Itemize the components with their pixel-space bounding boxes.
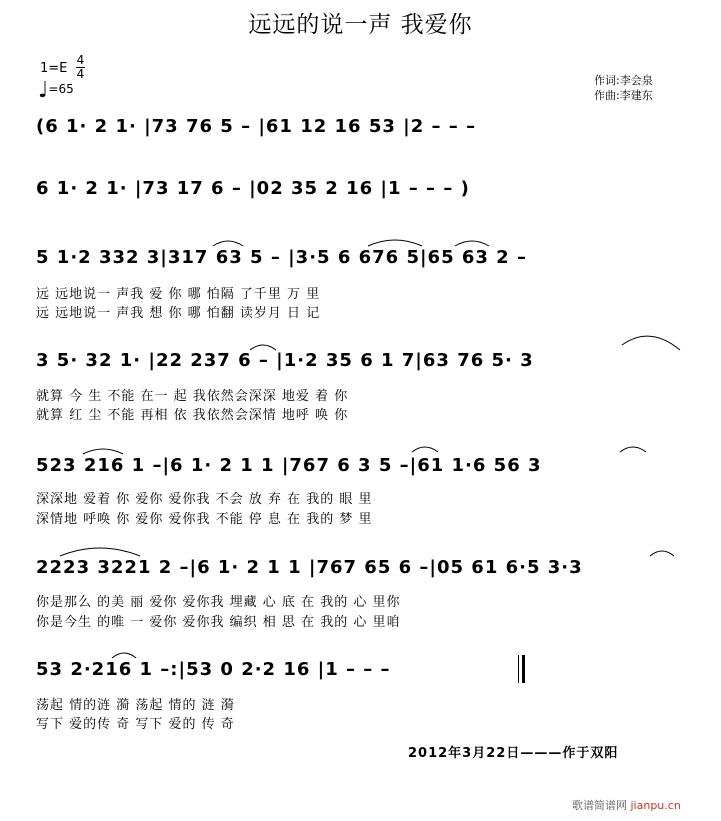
page-title: 远远的说一声 我爱你	[248, 12, 473, 38]
lyric-row-7-verse-2: 写下 爱的传 奇 写下 爱的 传 奇	[36, 717, 235, 732]
tempo-value: =65	[48, 82, 74, 96]
meter-top: 4	[76, 53, 85, 67]
notation-row-2: 6 1· 2 1· |73 17 6 – |02 35 2 16 |1 – – – )	[36, 178, 470, 199]
lyric-row-3-verse-2: 远 远地说一 声我 想 你 哪 怕翻 读岁月 日 记	[36, 306, 321, 321]
time-signature	[76, 54, 85, 81]
final-barline-thin	[518, 655, 519, 683]
lyric-row-7-verse-1: 荡起 情的涟 漪 荡起 情的 涟 漪	[36, 698, 235, 713]
notation-row-6: 2223 3221 2 –|6 1· 2 1 1 |767 65 6 –|05 61 6·5 3·3	[36, 557, 583, 578]
composer-credit: 作曲:李建东	[594, 89, 653, 102]
lyric-row-5-verse-2: 深情地 呼唤 你 爱你 爱你我 不能 停 息 在 我的 梦 里	[36, 512, 373, 527]
key-signature: 1=E	[40, 61, 68, 76]
lyric-row-5-verse-1: 深深地 爱着 你 爱你 爱你我 不会 放 弃 在 我的 眼 里	[36, 492, 373, 507]
composition-date: 2012年3月22日———作于双阳	[408, 746, 619, 761]
lyric-row-3-verse-1: 远 远地说一 声我 爱 你 哪 怕隔 了千里 万 里	[36, 287, 321, 302]
lyricist-credit: 作词:李会泉	[594, 74, 653, 87]
notation-row-7: 53 2·216 1 –:|53 0 2·2 16 |1 – – –	[36, 659, 391, 680]
notation-row-1: (6 1· 2 1· |73 76 5 – |61 12 16 53 |2 – – –	[36, 116, 477, 137]
quarter-note-icon: ♩	[38, 78, 49, 103]
notation-row-4: 3 5· 32 1· |22 237 6 – |1·2 35 6 1 7|63 76 5· 3	[36, 350, 534, 371]
site-watermark	[572, 797, 681, 813]
tempo-marking	[38, 78, 74, 103]
watermark-url: jianpu.cn	[630, 799, 681, 812]
lyric-row-6-verse-2: 你是今生 的唯 一 爱你 爱你我 编织 相 思 在 我的 心 里咱	[36, 615, 401, 630]
lyric-row-4-verse-1: 就算 今 生 不能 在一 起 我依然会深深 地爱 着 你	[36, 389, 349, 404]
lyric-row-4-verse-2: 就算 红 尘 不能 再相 依 我依然会深情 地呼 唤 你	[36, 408, 349, 423]
notation-row-3: 5 1·2 332 3|317 63 5 – |3·5 6 676 5|65 63 2 –	[36, 247, 527, 268]
meter-bottom: 4	[76, 67, 85, 81]
notation-row-5: 523 216 1 –|6 1· 2 1 1 |767 6 3 5 –|61 1·6 56 3	[36, 455, 542, 476]
watermark-text: 歌谱简谱网	[572, 799, 631, 812]
final-barline-thick	[522, 655, 525, 683]
lyric-row-6-verse-1: 你是那么 的美 丽 爱你 爱你我 埋藏 心 底 在 我的 心 里你	[36, 595, 401, 610]
